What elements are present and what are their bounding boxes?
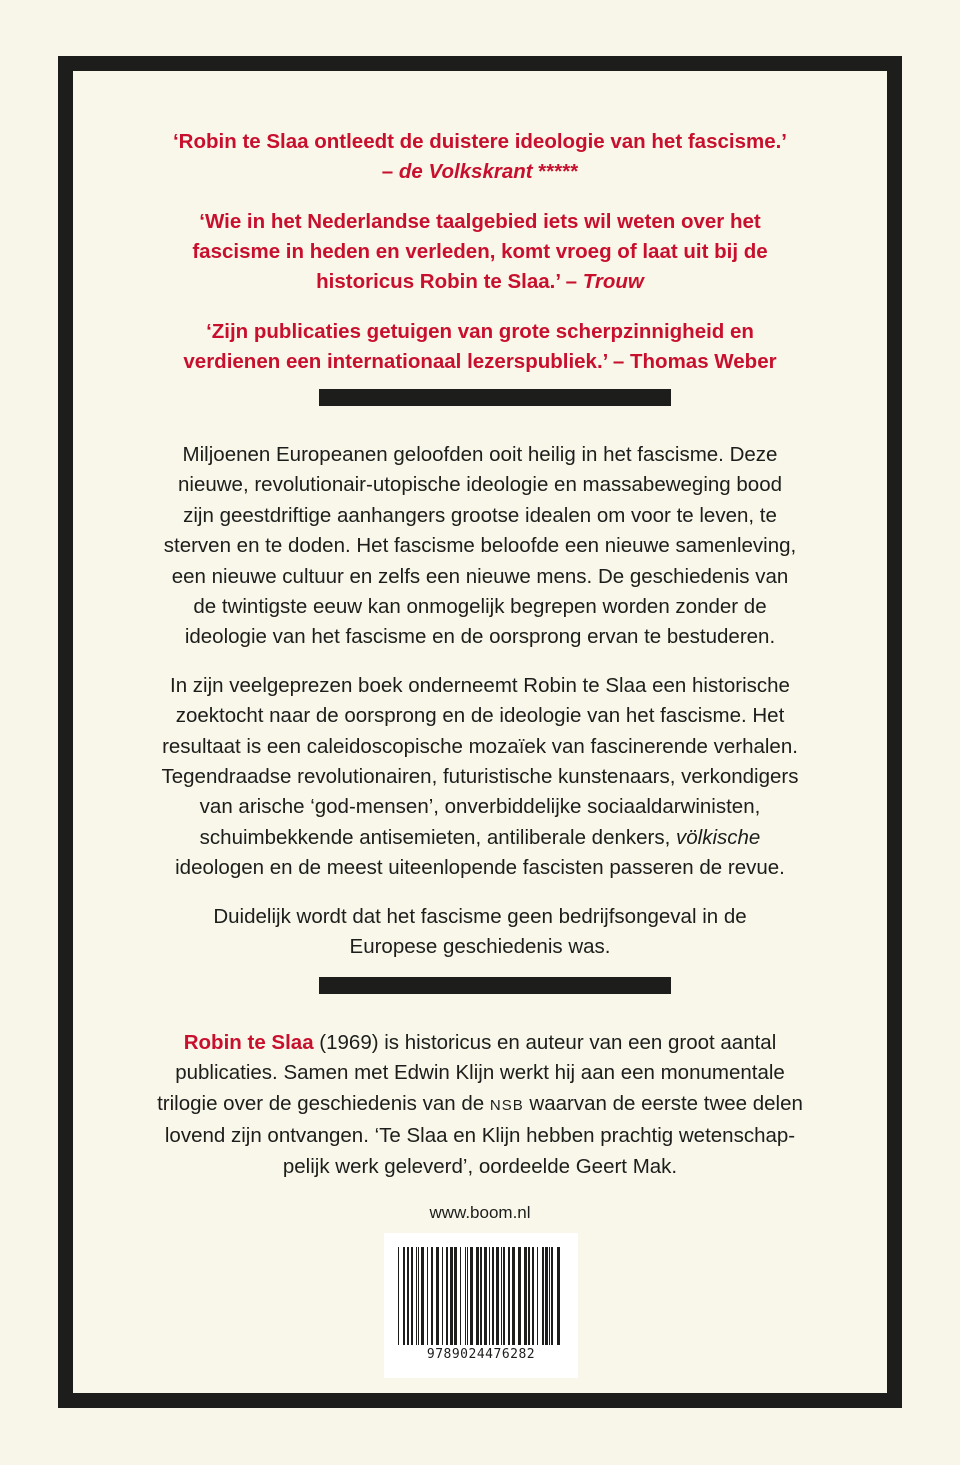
barcode-bar <box>398 1247 399 1345</box>
barcode-bar <box>427 1247 428 1345</box>
barcode-bar <box>460 1247 461 1345</box>
barcode-bars <box>396 1247 566 1345</box>
barcode-bar <box>467 1247 468 1345</box>
barcode-bar <box>480 1247 482 1345</box>
barcode-bar <box>416 1247 417 1345</box>
nsb-abbreviation: NSB <box>489 1096 524 1114</box>
quote-trouw <box>73 207 887 297</box>
author-name: Robin te Slaa <box>183 1031 314 1054</box>
barcode-bar <box>436 1247 439 1345</box>
blurb <box>113 440 847 981</box>
quote-line: ‘Robin te Slaa ontleedt de duistere ideologie van het fascisme.’ <box>172 130 787 153</box>
barcode-bar <box>501 1247 502 1345</box>
barcode-bar <box>470 1247 473 1345</box>
barcode-bar <box>492 1247 494 1345</box>
barcode-bar <box>446 1247 448 1345</box>
isbn-number: 9789024476282 <box>426 1347 536 1362</box>
barcode-bar <box>551 1247 553 1345</box>
quote-line: ‘Zijn publicaties getuigen van grote scherpzinnigheid en <box>206 320 754 343</box>
barcode-bar <box>528 1247 530 1345</box>
publisher-website: www.boom.nl <box>429 1203 531 1222</box>
barcode-bar <box>518 1247 521 1345</box>
quote-source: Trouw <box>582 270 644 293</box>
barcode-bar <box>489 1247 490 1345</box>
barcode-bar <box>421 1247 424 1345</box>
barcode-bar <box>545 1247 548 1345</box>
barcode-bar <box>418 1247 419 1345</box>
quote-line: ‘Wie in het Nederlandse taalgebied iets wil weten over het <box>199 210 761 233</box>
barcode-bar <box>549 1247 550 1345</box>
barcode <box>384 1233 578 1378</box>
quote-source: de Volkskrant <box>398 160 533 183</box>
barcode-bar <box>557 1247 560 1345</box>
barcode-bar <box>537 1247 538 1345</box>
review-quotes <box>73 127 887 397</box>
barcode-bar <box>532 1247 534 1345</box>
barcode-bar <box>512 1247 515 1345</box>
barcode-bar <box>465 1247 466 1345</box>
divider-bar <box>319 389 671 406</box>
blurb-paragraph-3: Duidelijk wordt dat het fascisme geen bedrijfsongeval in de Europese geschiedenis was. <box>213 904 747 959</box>
quote-line: verdienen een internationaal lezerspubliek.’ – Thomas Weber <box>183 350 777 373</box>
barcode-bar <box>450 1247 453 1345</box>
quote-line: fascisme in heden en verleden, komt vroeg of laat uit bij de <box>192 240 768 263</box>
barcode-bar <box>411 1247 413 1345</box>
barcode-bar <box>403 1247 405 1345</box>
barcode-bar <box>454 1247 457 1345</box>
barcode-bar <box>542 1247 544 1345</box>
barcode-bar <box>508 1247 510 1345</box>
barcode-bar <box>503 1247 505 1345</box>
barcode-bar <box>484 1247 487 1345</box>
quote-line: historicus Robin te Slaa.’ – <box>316 270 583 293</box>
blurb-paragraph-2: In zijn veelgeprezen boek onderneemt Robin te Slaa een historische zoektocht naar de oorsprong en de ideologie van het fascisme. Het resultaat is een caleidoscopische mozaïek van fascinerende verhalen. Tegendraadse revolutionairen, futuristische kunstenaars, verkondigers van arische ‘god-mensen’, onverbiddelijke sociaaldarwinisten, schuimbekkende antisemieten, antiliberale denkers, völkische ideologen en de meest uiteenlopende fascisten passeren de revue. <box>161 673 799 880</box>
italic-term: völkische <box>676 825 761 849</box>
quote-dash: – <box>381 160 399 183</box>
barcode-bar <box>431 1247 433 1345</box>
divider-bar <box>319 977 671 994</box>
star-rating: ***** <box>532 160 579 183</box>
barcode-bar <box>442 1247 443 1345</box>
barcode-bar <box>476 1247 479 1345</box>
barcode-bar <box>524 1247 527 1345</box>
barcode-bar <box>496 1247 499 1345</box>
author-bio: Robin te Slaa (1969) is historicus en auteur van een groot aantal publicaties. Samen met Edwin Klijn werkt hij aan een monumentale trilogie over de geschiedenis van de NSB waarvan de eerste twee delen lovend zijn ontvangen. ‘Te Slaa en Klijn hebben prachtig wetenschap- pelijk werk geleverd’, oordeelde Geert Mak. <box>157 1031 803 1178</box>
quote-volkskrant <box>73 127 887 187</box>
blurb-paragraph-1: Miljoenen Europeanen geloofden ooit heilig in het fascisme. Deze nieuwe, revolutionair-utopische ideologie en massabeweging bood zijn geestdriftige aanhangers grootse idealen om voor te leven, te sterven en te doden. Het fascisme beloofde een nieuwe samenleving, een nieuwe cultuur en zelfs een nieuwe mens. De geschiedenis van de twintigste eeuw kan onmogelijk begrepen worden zonder de ideologie van het fascisme en de oorsprong ervan te bestuderen. <box>163 443 797 649</box>
cover-frame <box>58 56 902 1408</box>
barcode-bar <box>407 1247 409 1345</box>
quote-thomas-weber <box>73 317 887 377</box>
